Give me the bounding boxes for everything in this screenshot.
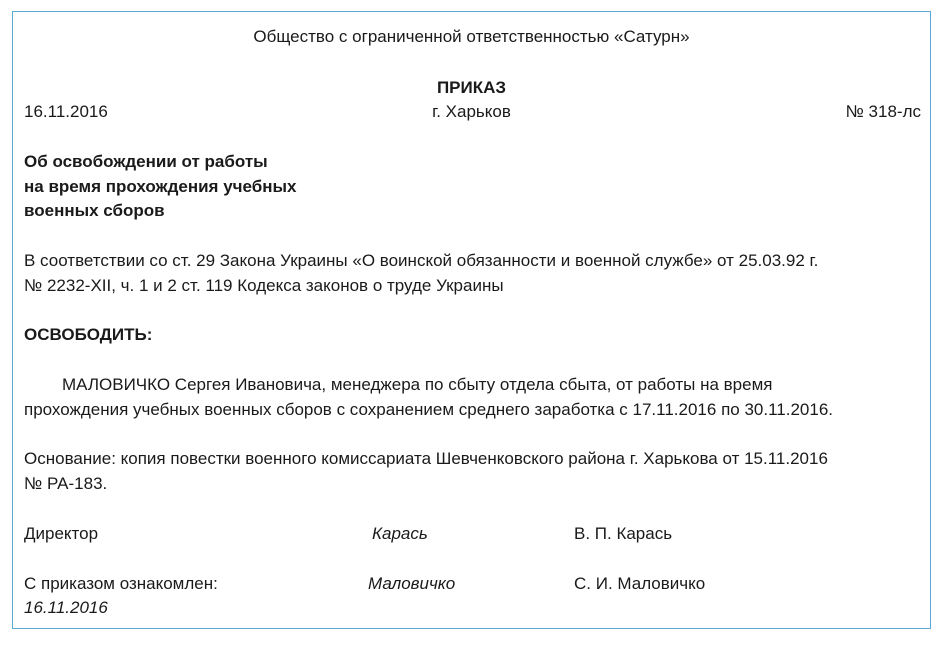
grounds-line-1: Основание: копия повестки военного комиссариата Шевченковского района г. Харькова от 15.11.2016 <box>24 449 828 468</box>
order-text-line-2: прохождения учебных военных сборов с сохранением среднего заработка с 17.11.2016 по 30.11.2016. <box>24 400 833 419</box>
document-type-title: ПРИКАЗ <box>436 78 507 97</box>
acknowledged-label: С приказом ознакомлен: <box>24 574 218 593</box>
order-number: № 318-лс <box>845 102 921 121</box>
order-city: г. Харьков <box>432 102 511 121</box>
subject-line-1: Об освобождении от работы <box>24 152 268 171</box>
subject-line-3: военных сборов <box>24 201 165 220</box>
directive-heading: ОСВОБОДИТЬ: <box>24 325 153 344</box>
subject-line-2: на время прохождения учебных <box>24 177 297 196</box>
director-signature: Карась <box>372 524 428 543</box>
acknowledged-date: 16.11.2016 <box>24 598 108 617</box>
basis-law-line-1: В соответствии со ст. 29 Закона Украины «О воинской обязанности и военной службе» от 25.03.92 г. <box>24 251 819 270</box>
order-date: 16.11.2016 <box>24 102 108 121</box>
order-text-line-1: МАЛОВИЧКО Сергея Ивановича, менеджера по сбыту отдела сбыта, от работы на время <box>62 375 773 394</box>
director-name: В. П. Карась <box>574 524 673 543</box>
organization-name: Общество с ограниченной ответственностью «Сатурн» <box>253 27 690 46</box>
acknowledged-signature: Маловичко <box>368 574 456 593</box>
basis-law-line-2: № 2232-XII, ч. 1 и 2 ст. 119 Кодекса законов о труде Украины <box>24 276 504 295</box>
acknowledged-name: С. И. Маловичко <box>574 574 706 593</box>
director-label: Директор <box>24 524 99 543</box>
grounds-line-2: № РА-183. <box>24 474 108 493</box>
